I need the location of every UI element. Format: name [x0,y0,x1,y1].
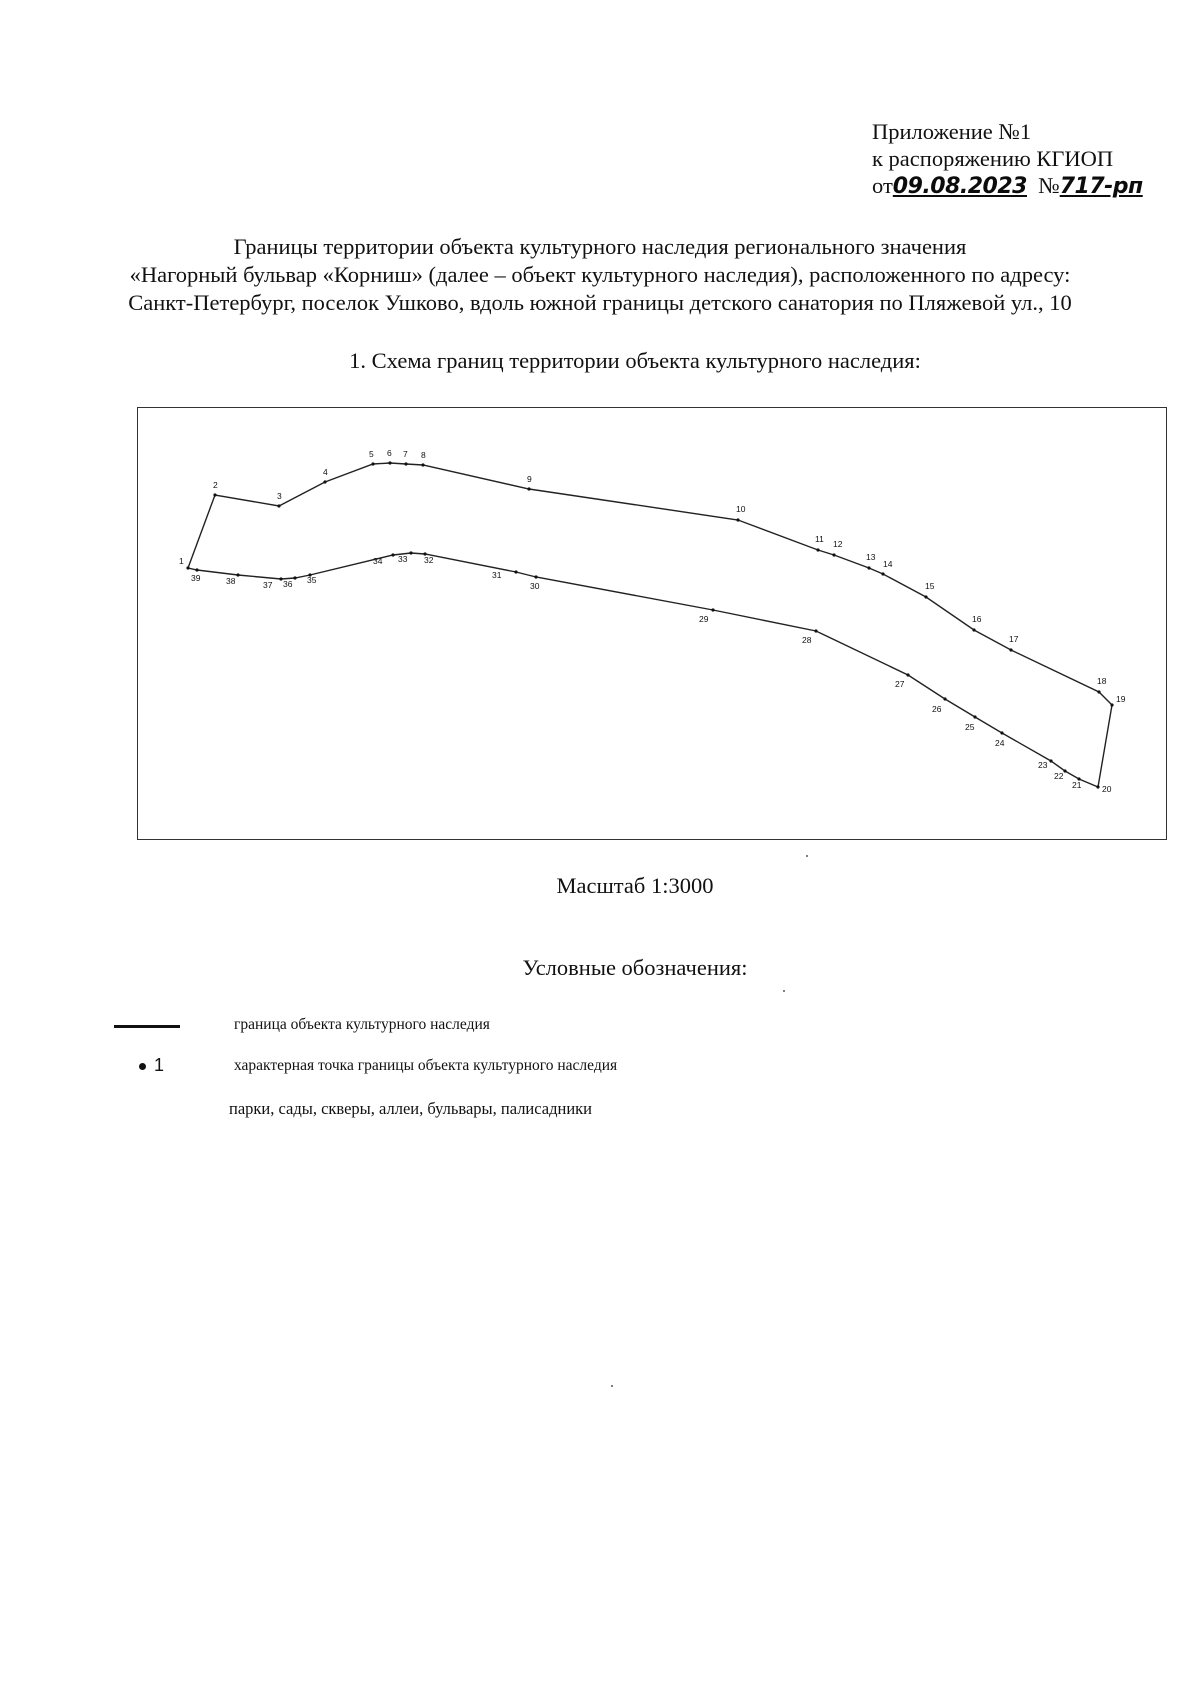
boundary-point-label-25: 25 [965,722,975,732]
boundary-point-label-14: 14 [883,559,893,569]
boundary-point-label-27: 27 [895,679,905,689]
boundary-point-label-11: 11 [815,534,824,544]
boundary-point-20 [1096,785,1099,788]
scan-speck [611,1385,613,1387]
legend-boundary-line-symbol [114,1025,180,1028]
boundary-point-14 [881,572,884,575]
boundary-point-27 [906,673,909,676]
boundary-point-36 [293,576,296,579]
legend-point-number: 1 [154,1055,165,1075]
boundary-point-22 [1063,769,1066,772]
map-scale: Масштаб 1:3000 [556,873,714,898]
boundary-point-label-18: 18 [1097,676,1107,686]
boundary-point-2 [213,493,216,496]
boundary-point-label-2: 2 [213,480,218,490]
boundary-point-label-22: 22 [1054,771,1064,781]
boundary-point-label-20: 20 [1102,784,1112,794]
title-line-1: Границы территории объекта культурного наследия регионального значения [233,234,967,259]
boundary-point-1 [186,566,189,569]
boundary-point-label-28: 28 [802,635,812,645]
boundary-point-8 [421,463,424,466]
boundary-point-label-13: 13 [866,552,876,562]
boundary-map [137,407,1167,840]
boundary-point-9 [527,487,530,490]
boundary-point-label-12: 12 [833,539,843,549]
boundary-point-label-37: 37 [263,580,273,590]
boundary-point-4 [323,480,326,483]
legend-parks-label: парки, сады, скверы, аллеи, бульвары, палисадники [229,1099,593,1118]
legend-point-row [0,1055,1200,1079]
boundary-point-30 [534,575,537,578]
boundary-point-12 [832,553,835,556]
boundary-point-24 [1000,731,1003,734]
boundary-point-label-38: 38 [226,576,236,586]
boundary-point-label-1: 1 [179,556,184,566]
boundary-point-39 [195,568,198,571]
boundary-polygon [188,463,1112,787]
boundary-point-label-19: 19 [1116,694,1126,704]
boundary-point-19 [1110,703,1113,706]
boundary-point-13 [867,566,870,569]
boundary-point-33 [409,551,412,554]
boundary-point-label-32: 32 [424,555,434,565]
boundary-point-25 [973,715,976,718]
boundary-point-label-10: 10 [736,504,746,514]
boundary-point-label-9: 9 [527,474,532,484]
boundary-point-7 [404,462,407,465]
boundary-point-label-4: 4 [323,467,328,477]
legend-point-dot-symbol [139,1063,146,1070]
appendix-title: Приложение №1 [872,119,1032,144]
boundary-point-29 [711,608,714,611]
boundary-point-26 [943,697,946,700]
boundary-point-5 [371,462,374,465]
boundary-point-label-31: 31 [492,570,502,580]
boundary-point-label-34: 34 [373,556,383,566]
boundary-point-label-8: 8 [421,450,426,460]
number-prefix: № [1038,173,1060,198]
scan-speck [806,855,808,857]
boundary-point-31 [514,570,517,573]
boundary-point-17 [1009,648,1012,651]
boundary-point-label-36: 36 [283,579,293,589]
scan-speck [783,990,785,992]
boundary-point-label-16: 16 [972,614,982,624]
boundary-point-label-21: 21 [1072,780,1082,790]
title-line-2: «Нагорный бульвар «Корниш» (далее – объект культурного наследия), расположенного по адресу: [129,262,1071,287]
boundary-point-label-24: 24 [995,738,1005,748]
boundary-point-16 [972,628,975,631]
legend-heading: Условные обозначения: [522,955,748,980]
section-heading: 1. Схема границ территории объекта культурного наследия: [349,348,921,373]
boundary-point-label-33: 33 [398,554,408,564]
appendix-date-line [872,172,1172,200]
legend-boundary-row [0,1014,1200,1038]
appendix-header [872,118,1172,200]
boundary-point-label-17: 17 [1009,634,1019,644]
boundary-point-6 [388,461,391,464]
legend-parks-row [0,1097,1200,1121]
boundary-point-10 [736,518,739,521]
date-prefix: от [872,173,893,198]
legend-boundary-label: граница объекта культурного наследия [234,1016,490,1033]
boundary-point-label-5: 5 [369,449,374,459]
boundary-point-34 [391,553,394,556]
order-number: 717-рп [1059,174,1143,199]
boundary-point-23 [1049,759,1052,762]
boundary-point-28 [814,629,817,632]
boundary-point-38 [236,573,239,576]
order-date: 09.08.2023 [892,174,1027,199]
boundary-point-label-6: 6 [387,448,392,458]
boundary-point-label-23: 23 [1038,760,1048,770]
boundary-point-37 [279,577,282,580]
document-title [60,233,1140,317]
appendix-order-reference: к распоряжению КГИОП [872,146,1114,171]
legend-point-label: характерная точка границы объекта культурного наследия [234,1057,618,1074]
title-line-3: Санкт-Петербург, поселок Ушково, вдоль южной границы детского санатория по Пляжевой ул., 10 [128,290,1072,315]
boundary-point-3 [277,504,280,507]
boundary-point-label-35: 35 [307,575,317,585]
boundary-point-label-3: 3 [277,491,282,501]
boundary-points [179,448,1126,794]
boundary-point-label-15: 15 [925,581,935,591]
boundary-map-svg [138,408,1168,841]
boundary-point-label-26: 26 [932,704,942,714]
boundary-point-label-39: 39 [191,573,201,583]
boundary-point-label-29: 29 [699,614,709,624]
boundary-point-label-7: 7 [403,449,408,459]
boundary-point-15 [924,595,927,598]
boundary-point-label-30: 30 [530,581,540,591]
boundary-point-18 [1097,690,1100,693]
boundary-point-11 [816,548,819,551]
